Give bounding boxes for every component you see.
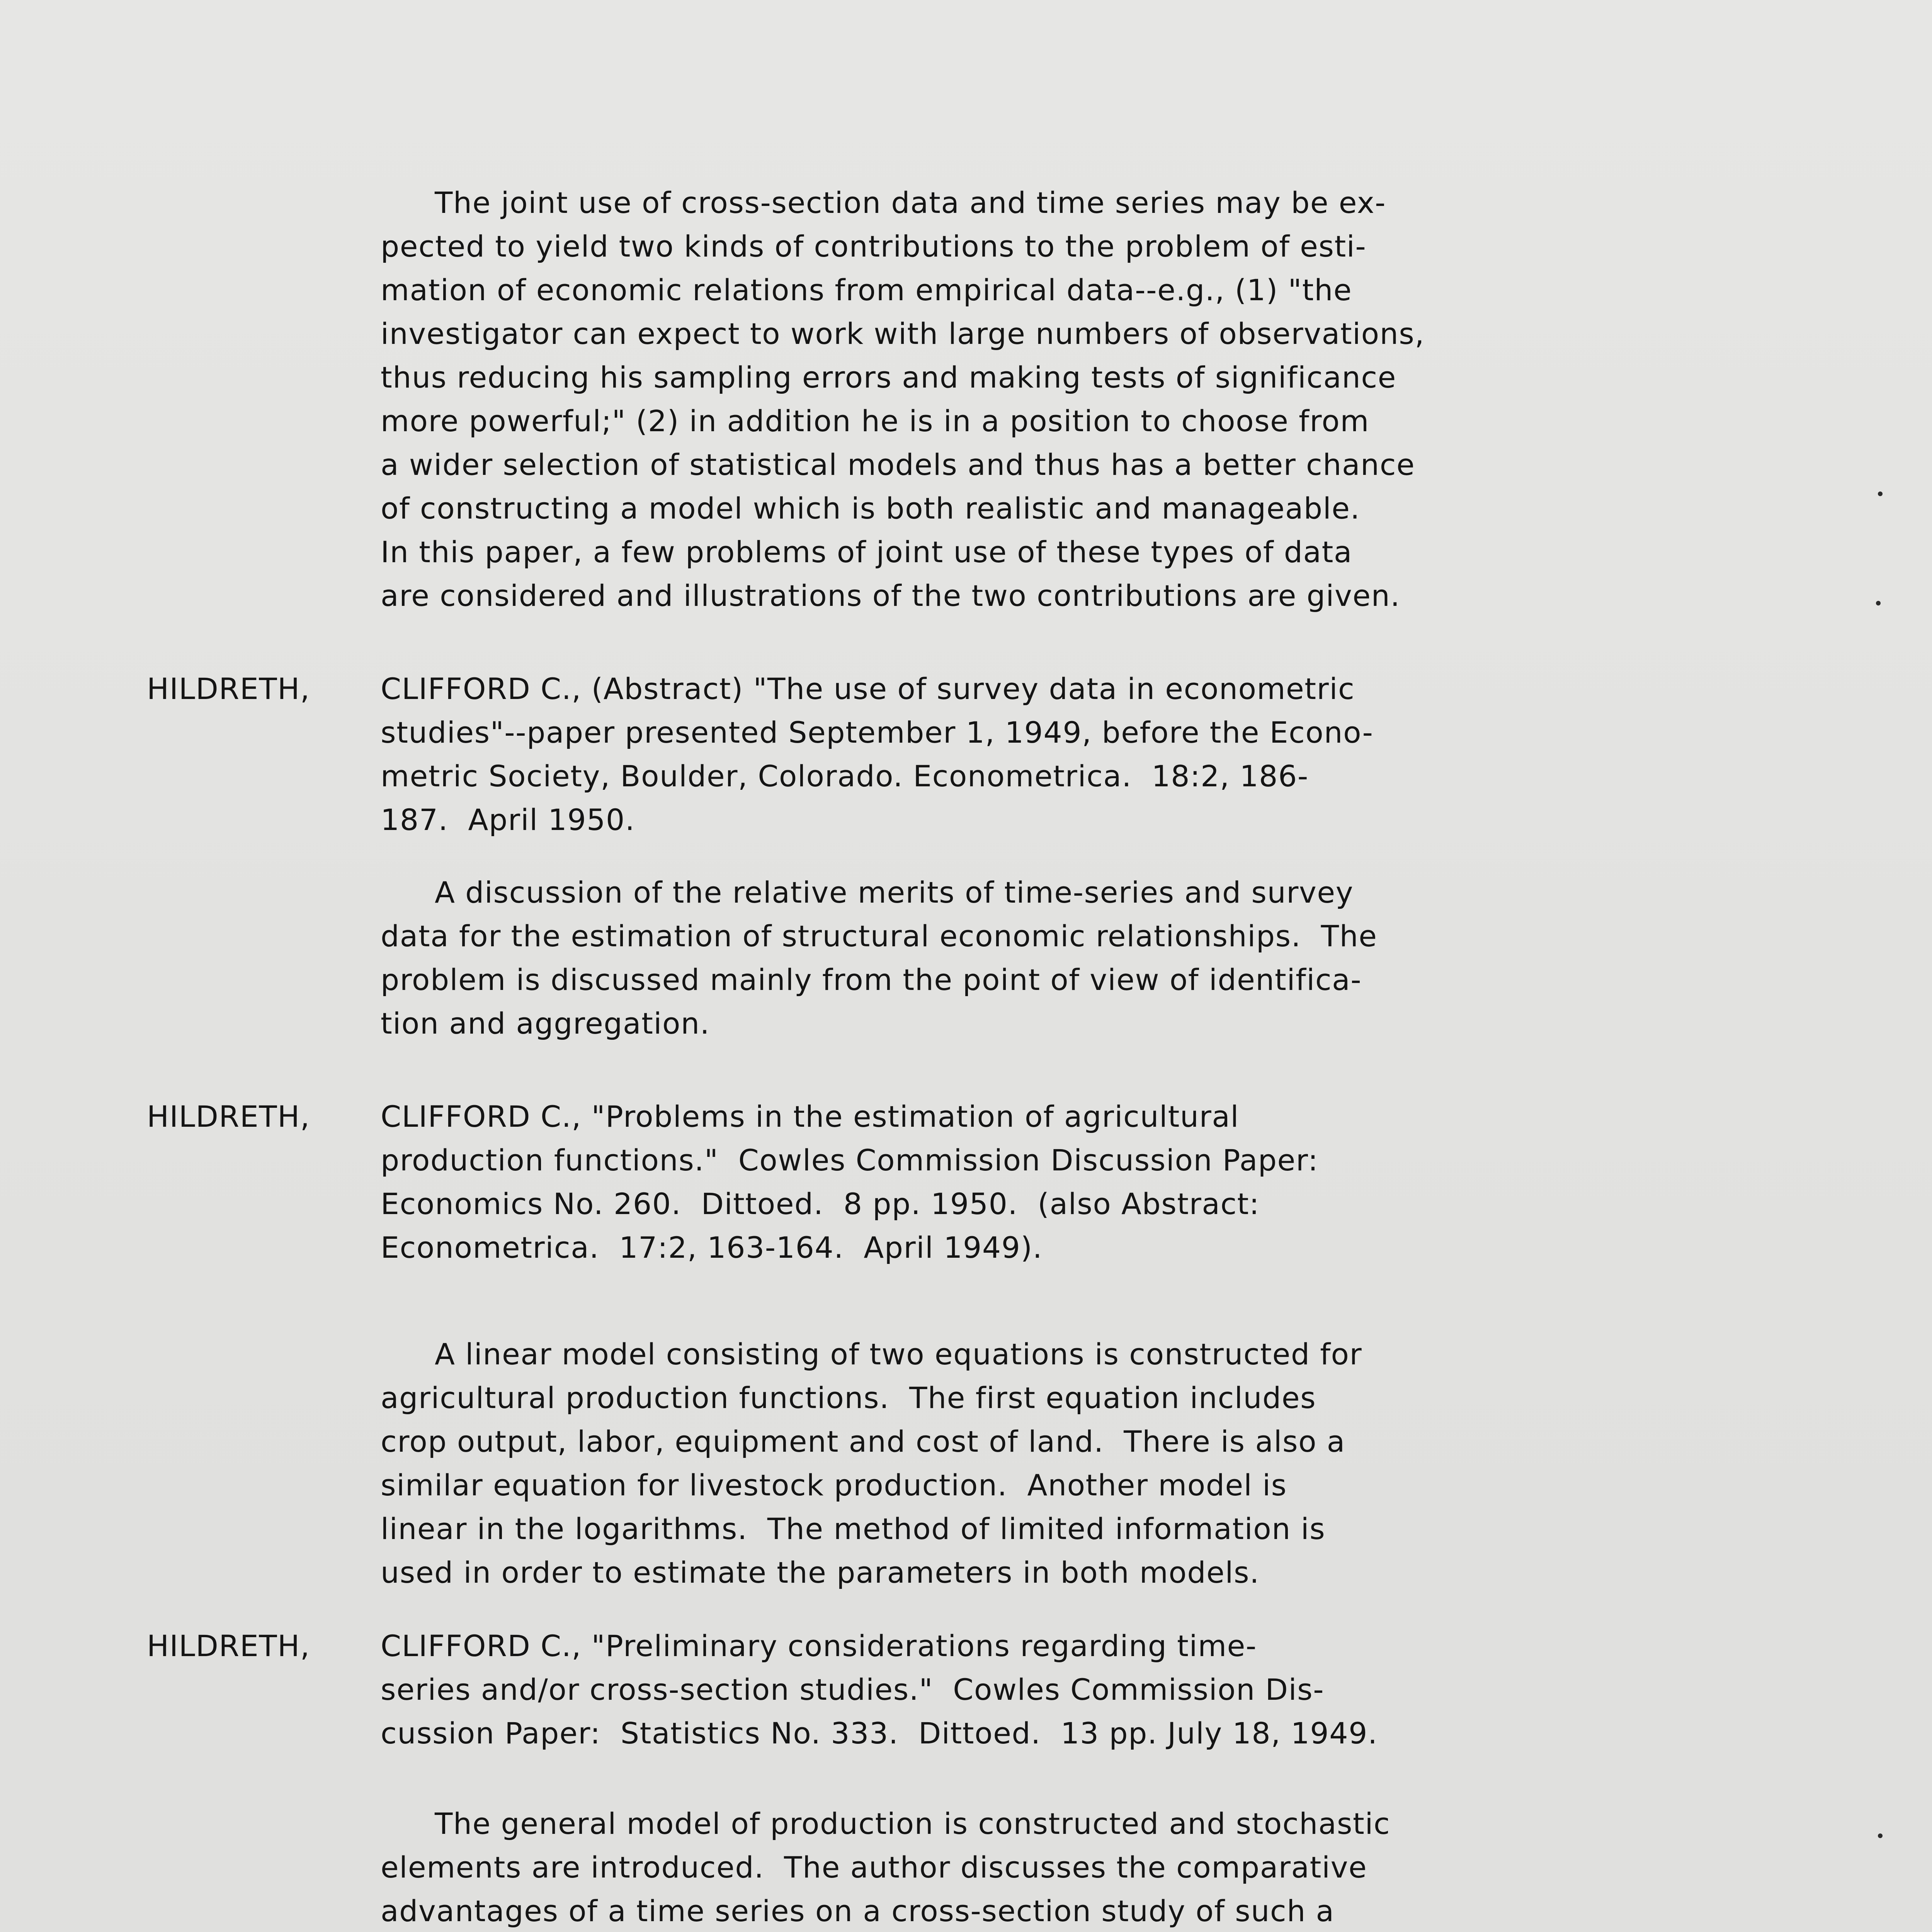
- abstract-line: agricultural production functions. The first equation includes: [381, 1381, 1316, 1415]
- text-line: are considered and illustrations of the two contributions are given.: [381, 578, 1400, 613]
- abstract-line: linear in the logarithms. The method of limited information is: [381, 1512, 1326, 1546]
- abstract-line: crop output, labor, equipment and cost of land. There is also a: [381, 1424, 1345, 1459]
- abstract-line: data for the estimation of structural economic relationships. The: [381, 919, 1378, 953]
- abstract-line: elements are introduced. The author discusses the comparative: [381, 1850, 1367, 1884]
- abstract-line: used in order to estimate the parameters in both models.: [381, 1555, 1260, 1590]
- citation-line: production functions." Cowles Commission Discussion Paper:: [381, 1143, 1319, 1177]
- text-line: a wider selection of statistical models and thus has a better chance: [381, 447, 1415, 482]
- citation-line: Econometrica. 17:2, 163-164. April 1949).: [381, 1230, 1043, 1265]
- entry-author: HILDRETH,: [147, 1629, 310, 1663]
- citation-line: CLIFFORD C., "Preliminary considerations regarding time-: [381, 1629, 1257, 1663]
- citation-line: CLIFFORD C., "Problems in the estimation of agricultural: [381, 1099, 1240, 1134]
- text-line: of constructing a model which is both realistic and manageable.: [381, 491, 1361, 526]
- text-line: In this paper, a few problems of joint use of these types of data: [381, 535, 1352, 569]
- abstract-line: A discussion of the relative merits of time-series and survey: [435, 875, 1354, 910]
- citation-line: CLIFFORD C., (Abstract) "The use of survey data in econometric: [381, 672, 1355, 706]
- abstract-line: The general model of production is constructed and stochastic: [435, 1806, 1391, 1841]
- abstract-line: tion and aggregation.: [381, 1006, 710, 1041]
- text-line: investigator can expect to work with large numbers of observations,: [381, 316, 1425, 351]
- citation-line: Economics No. 260. Dittoed. 8 pp. 1950. (also Abstract:: [381, 1187, 1260, 1221]
- entry-author: HILDRETH,: [147, 672, 310, 706]
- text-line: The joint use of cross-section data and time series may be ex-: [435, 185, 1386, 220]
- abstract-line: advantages of a time series on a cross-section study of such a: [381, 1894, 1335, 1928]
- text-line: thus reducing his sampling errors and making tests of significance: [381, 360, 1396, 395]
- text-line: more powerful;" (2) in addition he is in a position to choose from: [381, 404, 1369, 438]
- text-line: mation of economic relations from empirical data--e.g., (1) "the: [381, 273, 1352, 307]
- citation-line: studies"--paper presented September 1, 1949, before the Econo-: [381, 715, 1374, 750]
- abstract-line: A linear model consisting of two equations is constructed for: [435, 1337, 1362, 1371]
- abstract-line: similar equation for livestock production. Another model is: [381, 1468, 1287, 1502]
- citation-line: metric Society, Boulder, Colorado. Econometrica. 18:2, 186-: [381, 759, 1309, 793]
- entry-author: HILDRETH,: [147, 1099, 310, 1134]
- scan-speck: [1878, 492, 1883, 496]
- citation-line: 187. April 1950.: [381, 803, 635, 837]
- scan-speck: [1878, 1833, 1883, 1838]
- citation-line: cussion Paper: Statistics No. 333. Dittoed. 13 pp. July 18, 1949.: [381, 1716, 1378, 1750]
- text-line: pected to yield two kinds of contributions to the problem of esti-: [381, 229, 1367, 264]
- abstract-line: problem is discussed mainly from the point of view of identifica-: [381, 963, 1362, 997]
- scan-speck: [1876, 601, 1881, 605]
- citation-line: series and/or cross-section studies." Cowles Commission Dis-: [381, 1672, 1325, 1707]
